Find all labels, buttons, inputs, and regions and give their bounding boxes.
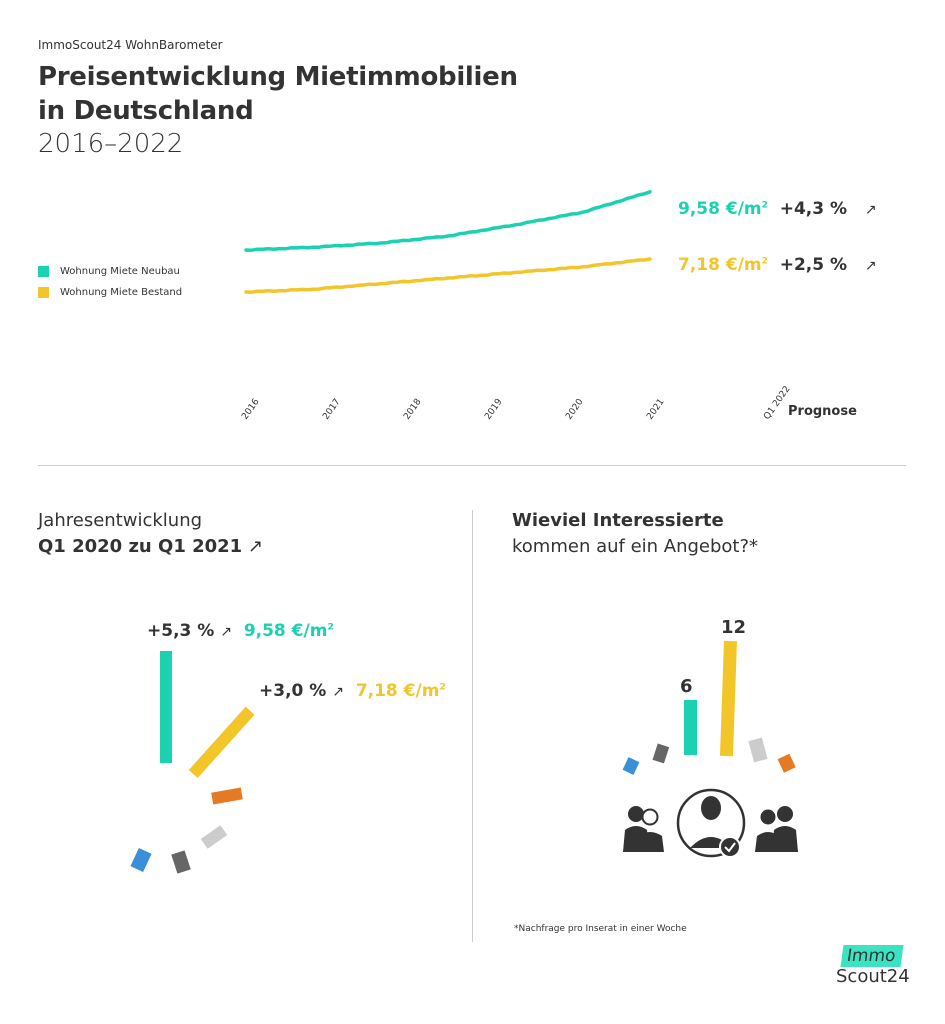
x-tick-label: 2016	[240, 397, 262, 422]
arrow-up-right-icon: ↗	[220, 624, 232, 640]
logo-immo: Immo	[840, 945, 903, 967]
bar-neubau	[160, 651, 172, 763]
jahres-neubau-change: +5,3 %	[147, 621, 215, 641]
arrow-up-right-icon: ↗	[247, 536, 264, 557]
decor-lightgrey-mark	[748, 738, 767, 763]
decor-blue-mark	[623, 757, 640, 775]
x-tick-label: 2018	[402, 397, 424, 422]
jahres-neubau-price: 9,58 $€/m^2$	[243, 621, 334, 641]
decor-blue-mark	[130, 848, 151, 872]
arrow-up-right-icon: ↗	[864, 258, 877, 274]
left-title-line-2: Q1 2020 zu Q1 2021 ↗	[38, 536, 264, 557]
bestand-end-change: +2,5 %	[779, 255, 848, 275]
central-person-icon	[678, 790, 744, 857]
left-title-line-1: Jahresentwicklung	[38, 510, 203, 531]
title-line-2: in Deutschland	[38, 96, 254, 126]
people-pair-right-icon	[755, 806, 798, 852]
bar-label-12: 12	[721, 617, 747, 638]
logo-scout: Scout24	[836, 966, 910, 987]
x-tick-label: 2019	[483, 397, 505, 422]
prognose-label: Prognose	[788, 404, 857, 419]
footnote: *Nachfrage pro Inserat in einer Woche	[514, 924, 687, 934]
right-title-line-2: kommen auf ein Angebot?*	[512, 536, 759, 557]
legend-label-neubau: Wohnung Miete Neubau	[60, 266, 180, 277]
year-range: 2016–2022	[38, 129, 184, 159]
people-pair-left-icon	[623, 806, 664, 852]
x-tick-label: Q1 2022	[762, 384, 793, 422]
bestand-end-price: 7,18 $€/m^2$	[678, 255, 768, 275]
decor-orange-mark	[778, 754, 796, 773]
legend-label-bestand: Wohnung Miete Bestand	[60, 287, 183, 298]
interest-bar-chart	[472, 0, 945, 1024]
x-tick-label: 2020	[564, 397, 586, 422]
x-tick-label: 2021	[645, 397, 667, 422]
jahres-bar-chart	[0, 0, 472, 1024]
arrow-up-right-icon: ↗	[864, 202, 877, 218]
decor-orange-mark	[211, 787, 243, 804]
neubau-end-price: 9,58 $€/m^2$	[678, 199, 768, 219]
title-line-1: Preisentwicklung Mietimmobilien	[38, 62, 518, 92]
jahres-bestand-price: 7,18 $€/m^2$	[355, 681, 446, 701]
decor-darkgrey-mark	[171, 850, 190, 873]
right-title-line-1: Wieviel Interessierte	[512, 510, 724, 531]
bar-6	[684, 700, 697, 755]
arrow-up-right-icon: ↗	[332, 684, 344, 700]
neubau-end-change: +4,3 %	[779, 199, 848, 219]
eyebrow-text: ImmoScout24 WohnBarometer	[38, 38, 223, 52]
bar-bestand	[189, 707, 255, 778]
jahres-bestand-change: +3,0 %	[259, 681, 327, 701]
bar-label-6: 6	[680, 676, 693, 697]
decor-lightgrey-mark	[201, 825, 228, 849]
bar-12	[720, 641, 737, 756]
x-tick-label: 2017	[321, 397, 343, 422]
decor-darkgrey-mark	[653, 744, 670, 764]
